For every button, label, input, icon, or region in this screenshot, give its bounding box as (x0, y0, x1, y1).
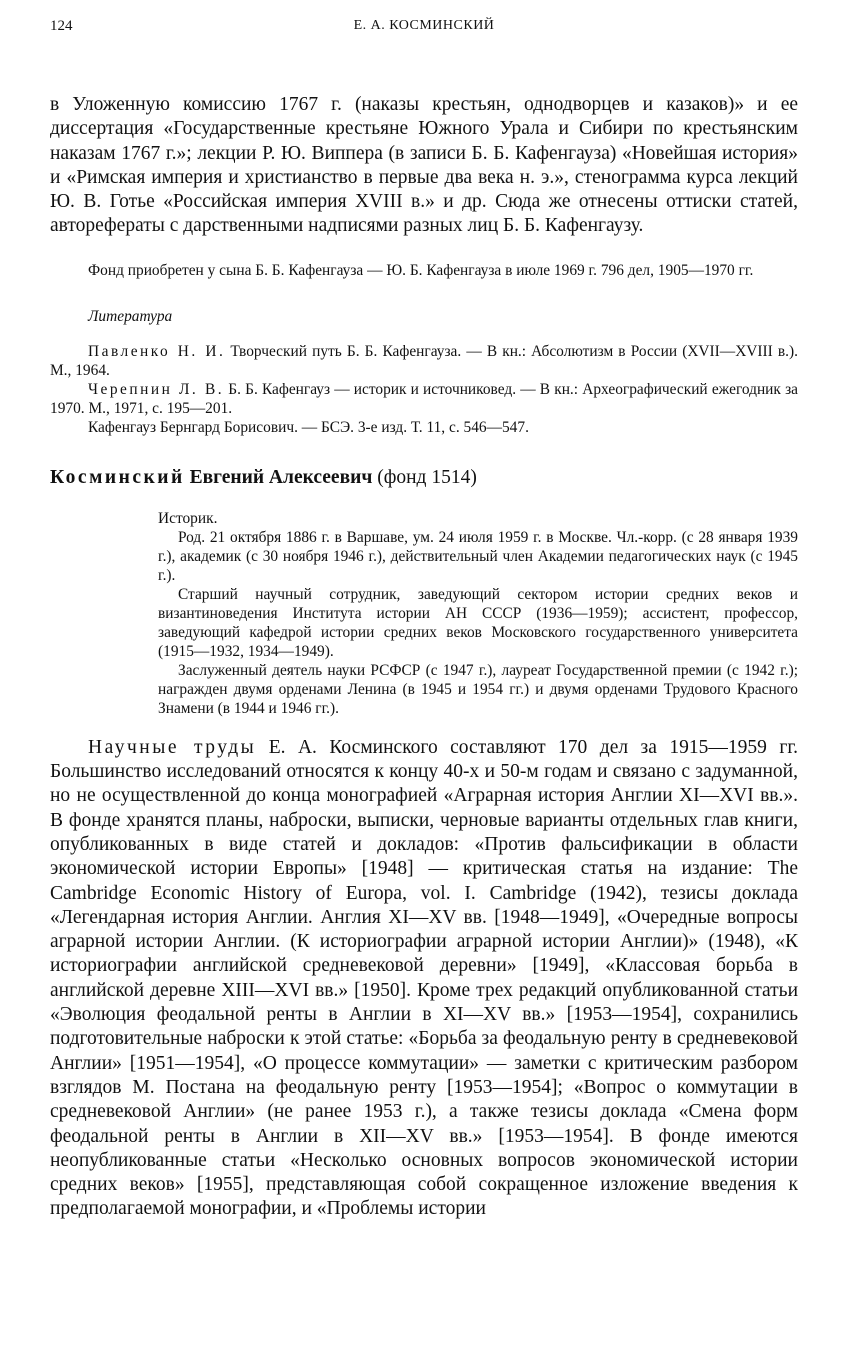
section-given-name: Евгений Алексеевич (184, 466, 373, 488)
bio-item: Старший научный сотрудник, заведующий сектором истории средних веков и византиноведения Института истории АН СССР (1936—1959); ассистент, профессор, заведующий кафедрой истории средних веков Московского государственного университета (1915—1932, 1934—1949). (158, 585, 798, 660)
running-title: Е. А. КОСМИНСКИЙ (353, 18, 495, 33)
page (50, 18, 798, 1222)
bio-profession: Историк. (158, 509, 218, 527)
literature-list (50, 342, 798, 437)
section-surname: Косминский (50, 466, 185, 488)
literature-item (50, 342, 798, 380)
paragraph-text: Е. А. Косминского составляют 170 дел за 1915—1959 гг. Большинство исследований относятся к концу 40-х и 50-м годам и связано с задуманной, но не осуществленной до конца монографией «Аграрная история Англии XI—XVI вв.». В фонде хранятся планы, наброски, выписки, черновые варианты отдельных глав книги, опубликованных в виде статей и докладов: «Против фальсификации в области экономической истории Европы» [1948] — критическая статья на издание: The Cambridge Economic History of Europa, vol. I. Cambridge (1942), тезисы доклада «Легендарная история Англии. Англия XI—XV вв. [1948—1949], «Очередные вопросы аграрной истории Англии. (К историографии аграрной истории Англии)» (1948), «К историографии английской средневековой деревни» [1949], «Классовая борьба в английской деревне XIII—XVI вв.» [1950]. Кроме трех редакций опубликованной статьи «Эволюция феодальной ренты в Англии в XI—XV вв.» [1953—1954], сохранились подготовительные наброски к этой статье: «Борьба за феодальную ренту в средневековой Англии» [1951—1954], «О процессе коммутации» — заметки с критическим разбором взглядов М. Постана на феодальную ренту [1953—1954]; «Вопрос о коммутации в средневековой Англии» (не ранее 1953 г.), а также тезисы доклада «Смена форм феодальной ренты в Англии в XII—XV вв.» [1953—1954]. В фонде имеются неопубликованные статьи «Несколько основных вопросов экономической истории средних веков» [1955], представляющая собой сокращенное изложение введения к предполагаемой монографии, и «Проблемы истории (50, 736, 799, 1220)
paragraph-archive-contents: в Уложенную комиссию 1767 г. (наказы крестьян, однодворцев и казаков)» и ее диссертация «Государственные крестьяне Южного Урала и Сибири по крестьянским наказам 1767 г.»; лекции Р. Ю. Виппера (в записи Б. Б. Кафенгауза) «Новейшая история» и «Римская империя и христианство в первые два века н. э.», стенограмма курса лекций Ю. В. Готье «Российская империя XVIII в.» и др. Сюда же отнесены оттиски статей, авторефераты с дарственными надписями разных лиц Б. Б. Кафенгаузу. (50, 94, 798, 237)
section-fund-number: (фонд 1514) (372, 466, 477, 488)
section-title (50, 467, 798, 489)
literature-author: Черепнин Л. В. (88, 380, 225, 398)
biography-block (158, 509, 798, 718)
page-number: 124 (50, 18, 73, 34)
fund-acquisition-note: Фонд приобретен у сына Б. Б. Кафенгауза — Ю. Б. Кафенгауза в июле 1969 г. 796 дел, 1905—1970 гг. (88, 261, 754, 279)
bio-item: Заслуженный деятель науки РСФСР (с 1947 г.), лауреат Государственной премии (с 1942 г.); награжден двумя орденами Ленина (в 1945 и 1954 гг.) и двумя орденами Трудового Красного Знамени (в 1944 и 1946 гг.). (158, 661, 798, 717)
bio-item: Род. 21 октября 1886 г. в Варшаве, ум. 24 июля 1959 г. в Москве. Чл.-корр. (с 28 января 1939 г.), академик (с 30 ноября 1946 г.), действительный член Академии педагогических наук (с 1945 г.). (158, 528, 798, 584)
literature-text: Кафенгауз Бернгард Борисович. — БСЭ. 3-е изд. Т. 11, с. 546—547. (88, 418, 529, 436)
page-header (50, 18, 798, 46)
literature-text: Б. Б. Кафенгауз — историк и источниковед. — В кн.: Археографический ежегодник за 1970. М., 1971, с. 195—201. (50, 380, 798, 417)
paragraph-lead: Научные труды (88, 736, 257, 758)
literature-heading: Литература (88, 307, 173, 325)
literature-item (50, 418, 798, 437)
literature-item (50, 380, 798, 418)
literature-text: Творческий путь Б. Б. Кафенгауза. — В кн.: Абсолютизм в России (XVII—XVIII в.). М., 1964. (50, 342, 798, 379)
paragraph-scientific-works (50, 736, 798, 1222)
literature-author: Павленко Н. И. (88, 342, 226, 360)
